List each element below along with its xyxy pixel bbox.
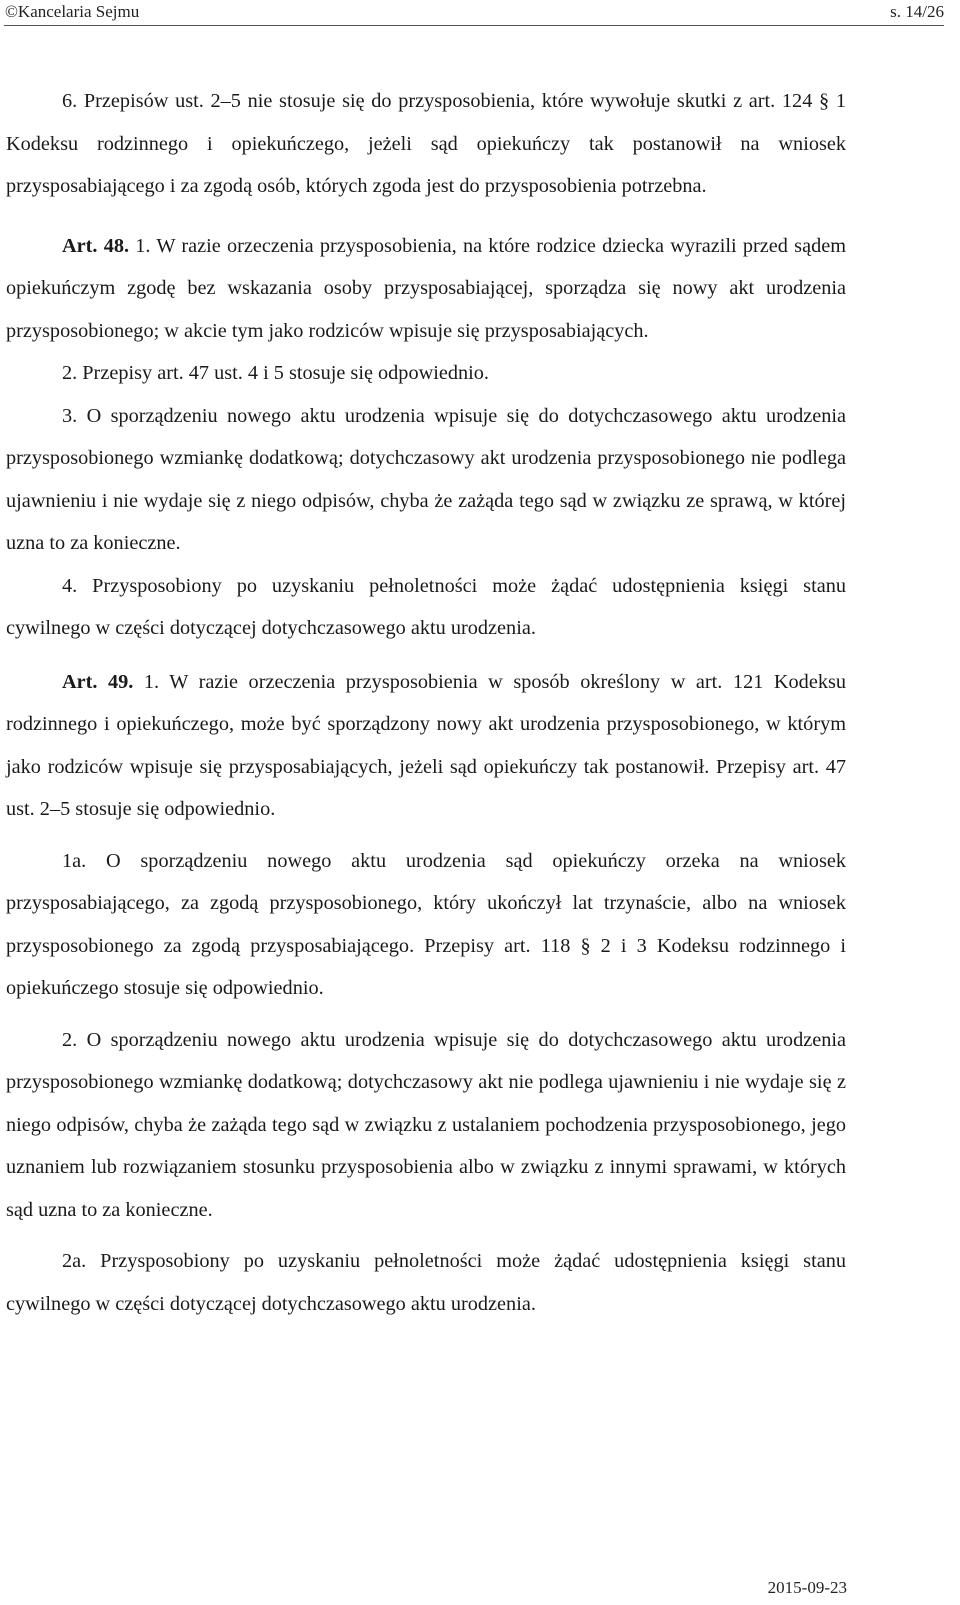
header-page-number: s. 14/26 <box>890 2 944 21</box>
paragraph-art47-ust6: 6. Przepisów ust. 2–5 nie stosuje się do przysposobienia, które wywołuje skutki z art. 124 § 1 Kodeksu rodzinnego i opiekuńczego, jeżeli sąd opiekuńczy tak postanowił na wniosek przysposabiającego i za zgodą osób, których zgoda jest do przysposobienia potrzebna. <box>6 90 846 197</box>
paragraph-art48-ust4: 4. Przysposobiony po uzyskaniu pełnoletności może żądać udostępnienia księgi stanu cywilnego w części dotyczącej dotychczasowego aktu urodzenia. <box>6 574 846 639</box>
paragraph-art48-ust3: 3. O sporządzeniu nowego aktu urodzenia wpisuje się do dotychczasowego aktu urodzenia przysposobionego wzmiankę dodatkową; dotychczasowy akt urodzenia przysposobionego nie podlega ujawnieniu i nie wydaje się z niego odpisów, chyba że zażąda tego sąd w związku ze sprawą, w której uzna to za konieczne. <box>6 404 846 554</box>
art48-ust1-text: 1. W razie orzeczenia przysposobienia, na które rodzice dziecka wyrazili przed sądem opiekuńczym zgodę bez wskazania osoby przysposabiającej, sporządza się nowy akt urodzenia przysposobionego; w akcie tym jako rodziców wpisuje się przysposabiających. <box>6 234 846 342</box>
header-divider <box>4 25 944 26</box>
art49-ust1-text: 1. W razie orzeczenia przysposobienia w sposób określony w art. 121 Kodeksu rodzinnego i opiekuńczego, może być sporządzony nowy akt urodzenia przysposobionego, w którym jako rodziców wpisuje się przysposabiających, jeżeli sąd opiekuńczy tak postanowił. Przepisy art. 47 ust. 2–5 stosuje się odpowiednio. <box>6 670 846 820</box>
article-48-label: Art. 48. <box>62 234 130 257</box>
paragraph-art49-ust1 <box>6 661 846 831</box>
paragraph-art49-ust2: 2. O sporządzeniu nowego aktu urodzenia wpisuje się do dotychczasowego aktu urodzenia przysposobionego wzmiankę dodatkową; dotychczasowy akt nie podlega ujawnieniu i nie wydaje się z niego odpisów, chyba że zażąda tego sąd w związku z ustalaniem pochodzenia przysposobionego, jego uznaniem lub rozwiązaniem stosunku przysposobienia albo w związku z innymi sprawami, w których sąd uzna to za konieczne. <box>6 1028 846 1221</box>
paragraph-art48-ust2: 2. Przepisy art. 47 ust. 4 i 5 stosuje się odpowiednio. <box>62 362 489 384</box>
document-body <box>6 80 846 1325</box>
paragraph-art49-ust2a: 2a. Przysposobiony po uzyskaniu pełnoletności może żądać udostępnienia księgi stanu cywilnego w części dotyczącej dotychczasowego aktu urodzenia. <box>6 1250 846 1315</box>
paragraph-art48-ust1 <box>6 225 846 353</box>
paragraph-art49-ust1a: 1a. O sporządzeniu nowego aktu urodzenia sąd opiekuńczy orzeka na wniosek przysposabiającego, za zgodą przysposobionego, który ukończył lat trzynaście, albo na wniosek przysposobionego za zgodą przysposabiającego. Przepisy art. 118 § 2 i 3 Kodeksu rodzinnego i opiekuńczego stosuje się odpowiednio. <box>6 849 846 999</box>
article-49-label: Art. 49. <box>62 670 134 693</box>
header-publisher: ©Kancelaria Sejmu <box>5 2 140 21</box>
footer-date: 2015-09-23 <box>767 1578 847 1597</box>
